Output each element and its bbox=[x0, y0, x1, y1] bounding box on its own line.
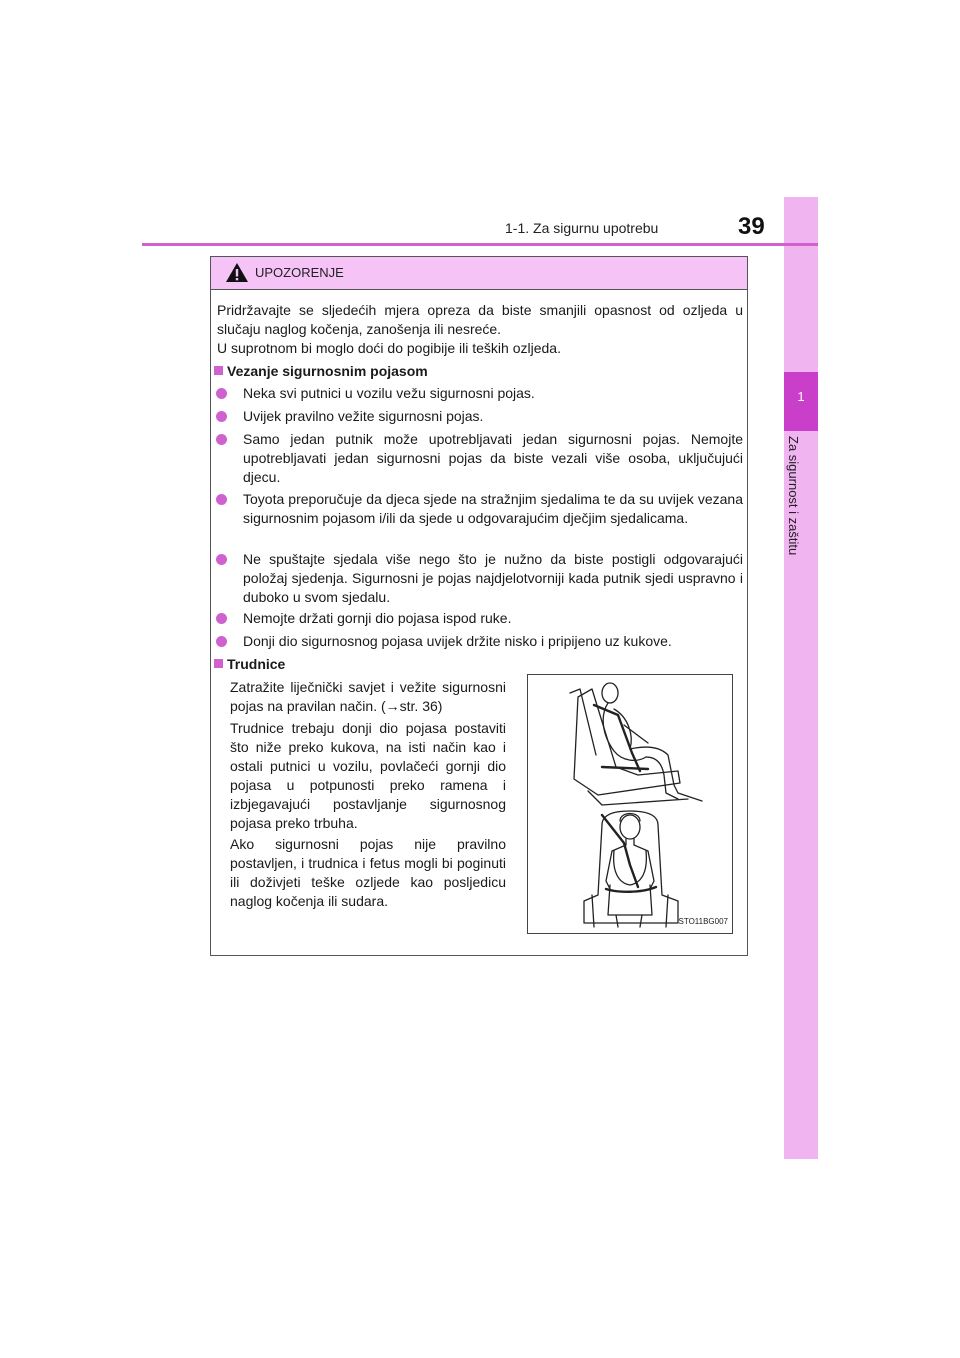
round-bullet-icon bbox=[216, 411, 227, 422]
warning-triangle-icon bbox=[225, 262, 249, 283]
pregnant-paragraph-1: Zatražite liječnički savjet i vežite sigurnosni pojas na pravilan način. (→str. 36) bbox=[230, 679, 506, 714]
list-item: Ne spuštajte sjedala više nego što je nužno da biste postigli odgovarajući položaj sjedenja. Sigurnosni je pojas najdjelotvorniji kada putnik sjedi uspravno i duboko u svom sjedalu. bbox=[216, 550, 743, 607]
square-bullet-icon bbox=[214, 366, 223, 375]
chapter-number: 1 bbox=[797, 389, 805, 404]
list-item: Toyota preporučuje da djeca sjede na stražnjim sjedalima te da su uvijek vezana sigurnosnim pojasom i/ili da sjede u odgovarajućim dječjim sjedalicama. bbox=[216, 490, 743, 528]
figure-code: STO11BG007 bbox=[678, 917, 728, 926]
list-item: Donji dio sigurnosnog pojasa uvijek držite nisko i pripijeno uz kukove. bbox=[216, 632, 743, 651]
section-heading-pregnant: Trudnice bbox=[214, 655, 285, 674]
pregnant-paragraph-2: Trudnice trebaju donji dio pojasa postaviti što niže preko kukova, na isti način kao i ostali putnici u vozilu, povlačeći gornji dio pojasa u potpunosti preko ramena i izbjegavajući postavljanje sigurnosnog pojasa preko trbuha. bbox=[230, 720, 506, 831]
round-bullet-icon bbox=[216, 554, 227, 565]
warning-box bbox=[210, 256, 748, 956]
square-bullet-icon bbox=[214, 659, 223, 668]
section-title: 1-1. Za sigurnu upotrebu bbox=[505, 220, 659, 236]
section-heading-seatbelt: Vezanje sigurnosnim pojasom bbox=[214, 362, 428, 381]
header-rule bbox=[142, 243, 818, 246]
pregnant-paragraph-3: Ako sigurnosni pojas nije pravilno postavljen, i trudnica i fetus mogli bi poginuti ili doživjeti teške ozljede kao posljedicu naglog kočenja ili sudara. bbox=[230, 836, 506, 909]
warning-label: UPOZORENJE bbox=[255, 265, 344, 280]
round-bullet-icon bbox=[216, 388, 227, 399]
warning-intro-2: U suprotnom bi moglo doći do pogibije ili teških ozljeda. bbox=[217, 340, 561, 356]
round-bullet-icon bbox=[216, 636, 227, 647]
list-item: Samo jedan putnik može upotrebljavati jedan sigurnosni pojas. Nemojte upotrebljavati jedan sigurnosni pojas da biste vezali više osoba, uključujući djecu. bbox=[216, 430, 743, 487]
side-chapter-tab bbox=[784, 197, 818, 1159]
warning-intro-1: Pridržavajte se sljedećih mjera opreza da biste smanjili opasnost od ozljeda u slučaju naglog kočenja, zanošenja ili nesreće. bbox=[217, 302, 743, 337]
page-number: 39 bbox=[738, 213, 765, 240]
pregnant-seatbelt-drawing bbox=[528, 675, 732, 933]
round-bullet-icon bbox=[216, 613, 227, 624]
seatbelt-illustration bbox=[527, 674, 733, 934]
round-bullet-icon bbox=[216, 434, 227, 445]
round-bullet-icon bbox=[216, 494, 227, 505]
chapter-title: Za sigurnost i zaštitu bbox=[786, 436, 801, 556]
warning-header bbox=[211, 257, 747, 290]
list-item: Nemojte držati gornji dio pojasa ispod ruke. bbox=[216, 609, 743, 628]
list-item: Uvijek pravilno vežite sigurnosni pojas. bbox=[216, 407, 743, 426]
list-item: Neka svi putnici u vozilu vežu sigurnosni pojas. bbox=[216, 384, 743, 403]
